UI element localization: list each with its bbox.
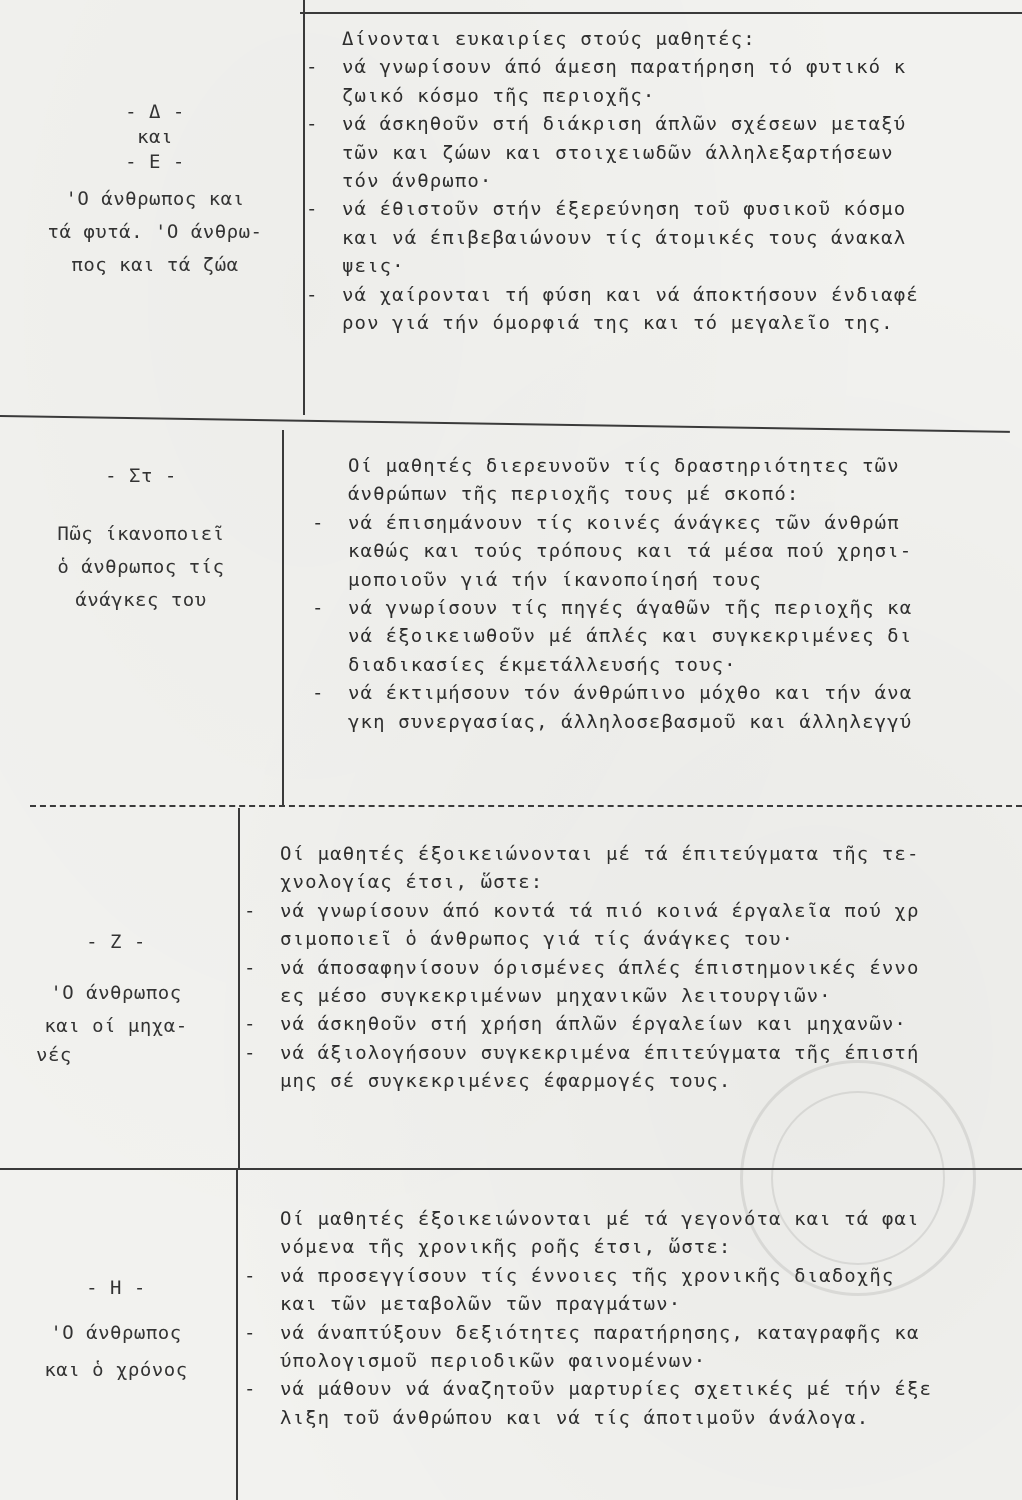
section-title-line: πος και τά ζώα xyxy=(71,254,239,276)
column-divider xyxy=(303,0,305,415)
section-heading xyxy=(10,462,272,615)
objective-line: - νά μάθουν νά άναζητοῦν μαρτυρίες σχετικές μέ τήν έξε xyxy=(244,1378,933,1401)
section-objectives xyxy=(312,452,1022,736)
objective-line: γκη συνεργασίας, άλληλοσεβασμοῦ και άλληλεγγύ xyxy=(348,710,913,733)
objective-line: ψεις· xyxy=(342,255,405,278)
objective-line: τόν άνθρωπο· xyxy=(342,169,493,192)
section-title-line: άνάγκες του xyxy=(75,589,207,611)
objective-line: νά έξοικειωθοῦν μέ άπλές και συγκεκριμένες δι xyxy=(348,625,913,648)
objective-line: λιξη τοῦ άνθρώπου και νά τίς άποτιμοῦν άνάλογα. xyxy=(280,1406,870,1429)
objective-line: - νά προσεγγίσουν τίς έννοιες τῆς χρονικῆς διαδοχῆς xyxy=(244,1264,895,1287)
objective-line: - νά έκτιμήσουν τόν άνθρώπινο μόχθο και τήν άνα xyxy=(312,682,913,705)
section-objectives xyxy=(244,840,1022,1096)
section-title-line: 'Ο άνθρωπος xyxy=(50,1322,182,1344)
section-title-line: Πῶς ίκανοποιεῖ xyxy=(57,523,225,545)
section-letter: - Στ - xyxy=(105,465,177,487)
objective-line: - νά γνωρίσουν άπό κοντά τά πιό κοινά έργαλεῖα πού χρ xyxy=(244,899,920,922)
section-title-line: 'Ο άνθρωπος xyxy=(50,982,182,1004)
objective-line: άνθρώπων τῆς περιοχῆς τους μέ σκοπό: xyxy=(348,483,800,506)
section-heading xyxy=(20,98,290,280)
objective-line: - νά άποσαφηνίσουν όρισμένες άπλές έπιστημονικές έννο xyxy=(244,956,920,979)
section-title-line: νές xyxy=(36,1044,72,1066)
section-heading xyxy=(0,1274,232,1385)
objective-line: ύπολογισμοῦ περιοδικῶν φαινομένων· xyxy=(280,1349,707,1372)
objective-line: - νά άσκηθοῦν στή διάκριση άπλῶν σχέσεων μεταξύ xyxy=(306,113,907,136)
spacer xyxy=(10,491,272,520)
objective-line: μης σέ συγκεκριμένες έφαρμογές τους. xyxy=(280,1070,732,1093)
objective-line: διαδικασίες έκμετάλλευσής τους· xyxy=(348,653,737,676)
section-letter: και xyxy=(137,126,173,148)
section-objectives xyxy=(306,25,1022,337)
objective-line: σιμοποιεῖ ὁ άνθρωπος γιά τίς άνάγκες του· xyxy=(280,928,795,951)
objective-line: Δίνονται ευκαιρίες στούς μαθητές: xyxy=(342,28,756,50)
spacer xyxy=(0,957,232,979)
objective-line: και νά έπιβεβαιώνουν τίς άτομικές τους άνακαλ xyxy=(342,226,907,249)
objective-line: Οί μαθητές έξοικειώνονται μέ τά γεγονότα και τά φαι xyxy=(280,1208,920,1230)
objective-line: Οί μαθητές διερευνοῦν τίς δραστηριότητες τῶν xyxy=(348,455,900,477)
objective-line: νόμενα τῆς χρονικῆς ροῆς έτσι, ὥστε: xyxy=(280,1236,732,1259)
objective-line: - νά χαίρονται τή φύση και νά άποκτήσουν ένδιαφέ xyxy=(306,283,919,306)
top-rule xyxy=(300,12,1022,14)
column-divider xyxy=(236,1170,238,1500)
section-letter: - Η - xyxy=(86,1277,146,1299)
objective-line: ρον γιά τήν όμορφιά της και τό μεγαλεῖο της. xyxy=(342,311,894,334)
objective-line: - νά άσκηθοῦν στή χρήση άπλῶν έργαλείων και μηχανῶν· xyxy=(244,1013,907,1036)
section-title-line: και ὁ χρόνος xyxy=(44,1359,188,1381)
objective-line: μοποιοῦν γιά τήν ίκανοποίησή τους xyxy=(348,568,762,591)
column-divider xyxy=(238,808,240,1168)
objective-line: - νά άξιολογήσουν συγκεκριμένα έπιτεύγματα τῆς έπιστή xyxy=(244,1041,920,1064)
objective-line: - νά άναπτύξουν δεξιότητες παρατήρησης, καταγραφῆς κα xyxy=(244,1321,920,1344)
section-title-line: ὁ άνθρωπος τίς xyxy=(57,556,225,578)
objective-line: - νά γνωρίσουν άπό άμεση παρατήρηση τό φυτικό κ xyxy=(306,56,907,79)
objective-line: - νά γνωρίσουν τίς πηγές άγαθῶν τῆς περιοχῆς κα xyxy=(312,596,913,619)
section-letter: - Δ - xyxy=(125,101,185,123)
section-title-line: και οί μηχα- xyxy=(44,1015,188,1037)
objective-line: ζωικό κόσμο τῆς περιοχῆς· xyxy=(342,84,656,107)
objective-line: ες μέσο συγκεκριμένων μηχανικῶν λειτουργιῶν· xyxy=(280,984,832,1007)
section-title-line: 'Ο άνθρωπος και xyxy=(65,188,245,210)
objective-line: Οί μαθητές έξοικειώνονται μέ τά έπιτεύγματα τῆς τε- xyxy=(280,843,920,865)
objective-line: - νά έπισημάνουν τίς κοινές άνάγκες τῶν άνθρώπ xyxy=(312,511,900,534)
section-letter: - Ε - xyxy=(125,151,185,173)
column-divider xyxy=(282,430,284,806)
section-divider xyxy=(30,805,1022,807)
objective-line: τῶν και ζώων και στοιχειωδῶν άλληλεξαρτήσεων xyxy=(342,141,894,164)
objective-line: - νά έθιστοῦν στήν έξερεύνηση τοῦ φυσικοῦ κόσμο xyxy=(306,198,907,221)
section-heading xyxy=(0,928,232,1070)
section-divider xyxy=(0,415,1010,433)
section-title-line: τά φυτά. 'Ο άνθρω- xyxy=(47,221,263,243)
objective-line: χνολογίας έτσι, ὥστε: xyxy=(280,871,544,894)
objective-line: καθώς και τούς τρόπους και τά μέσα πού χρησι- xyxy=(348,540,913,563)
section-objectives xyxy=(244,1205,1022,1432)
objective-line: και τῶν μεταβολῶν τῶν πραγμάτων· xyxy=(280,1293,682,1316)
section-letter: - Ζ - xyxy=(86,931,146,953)
